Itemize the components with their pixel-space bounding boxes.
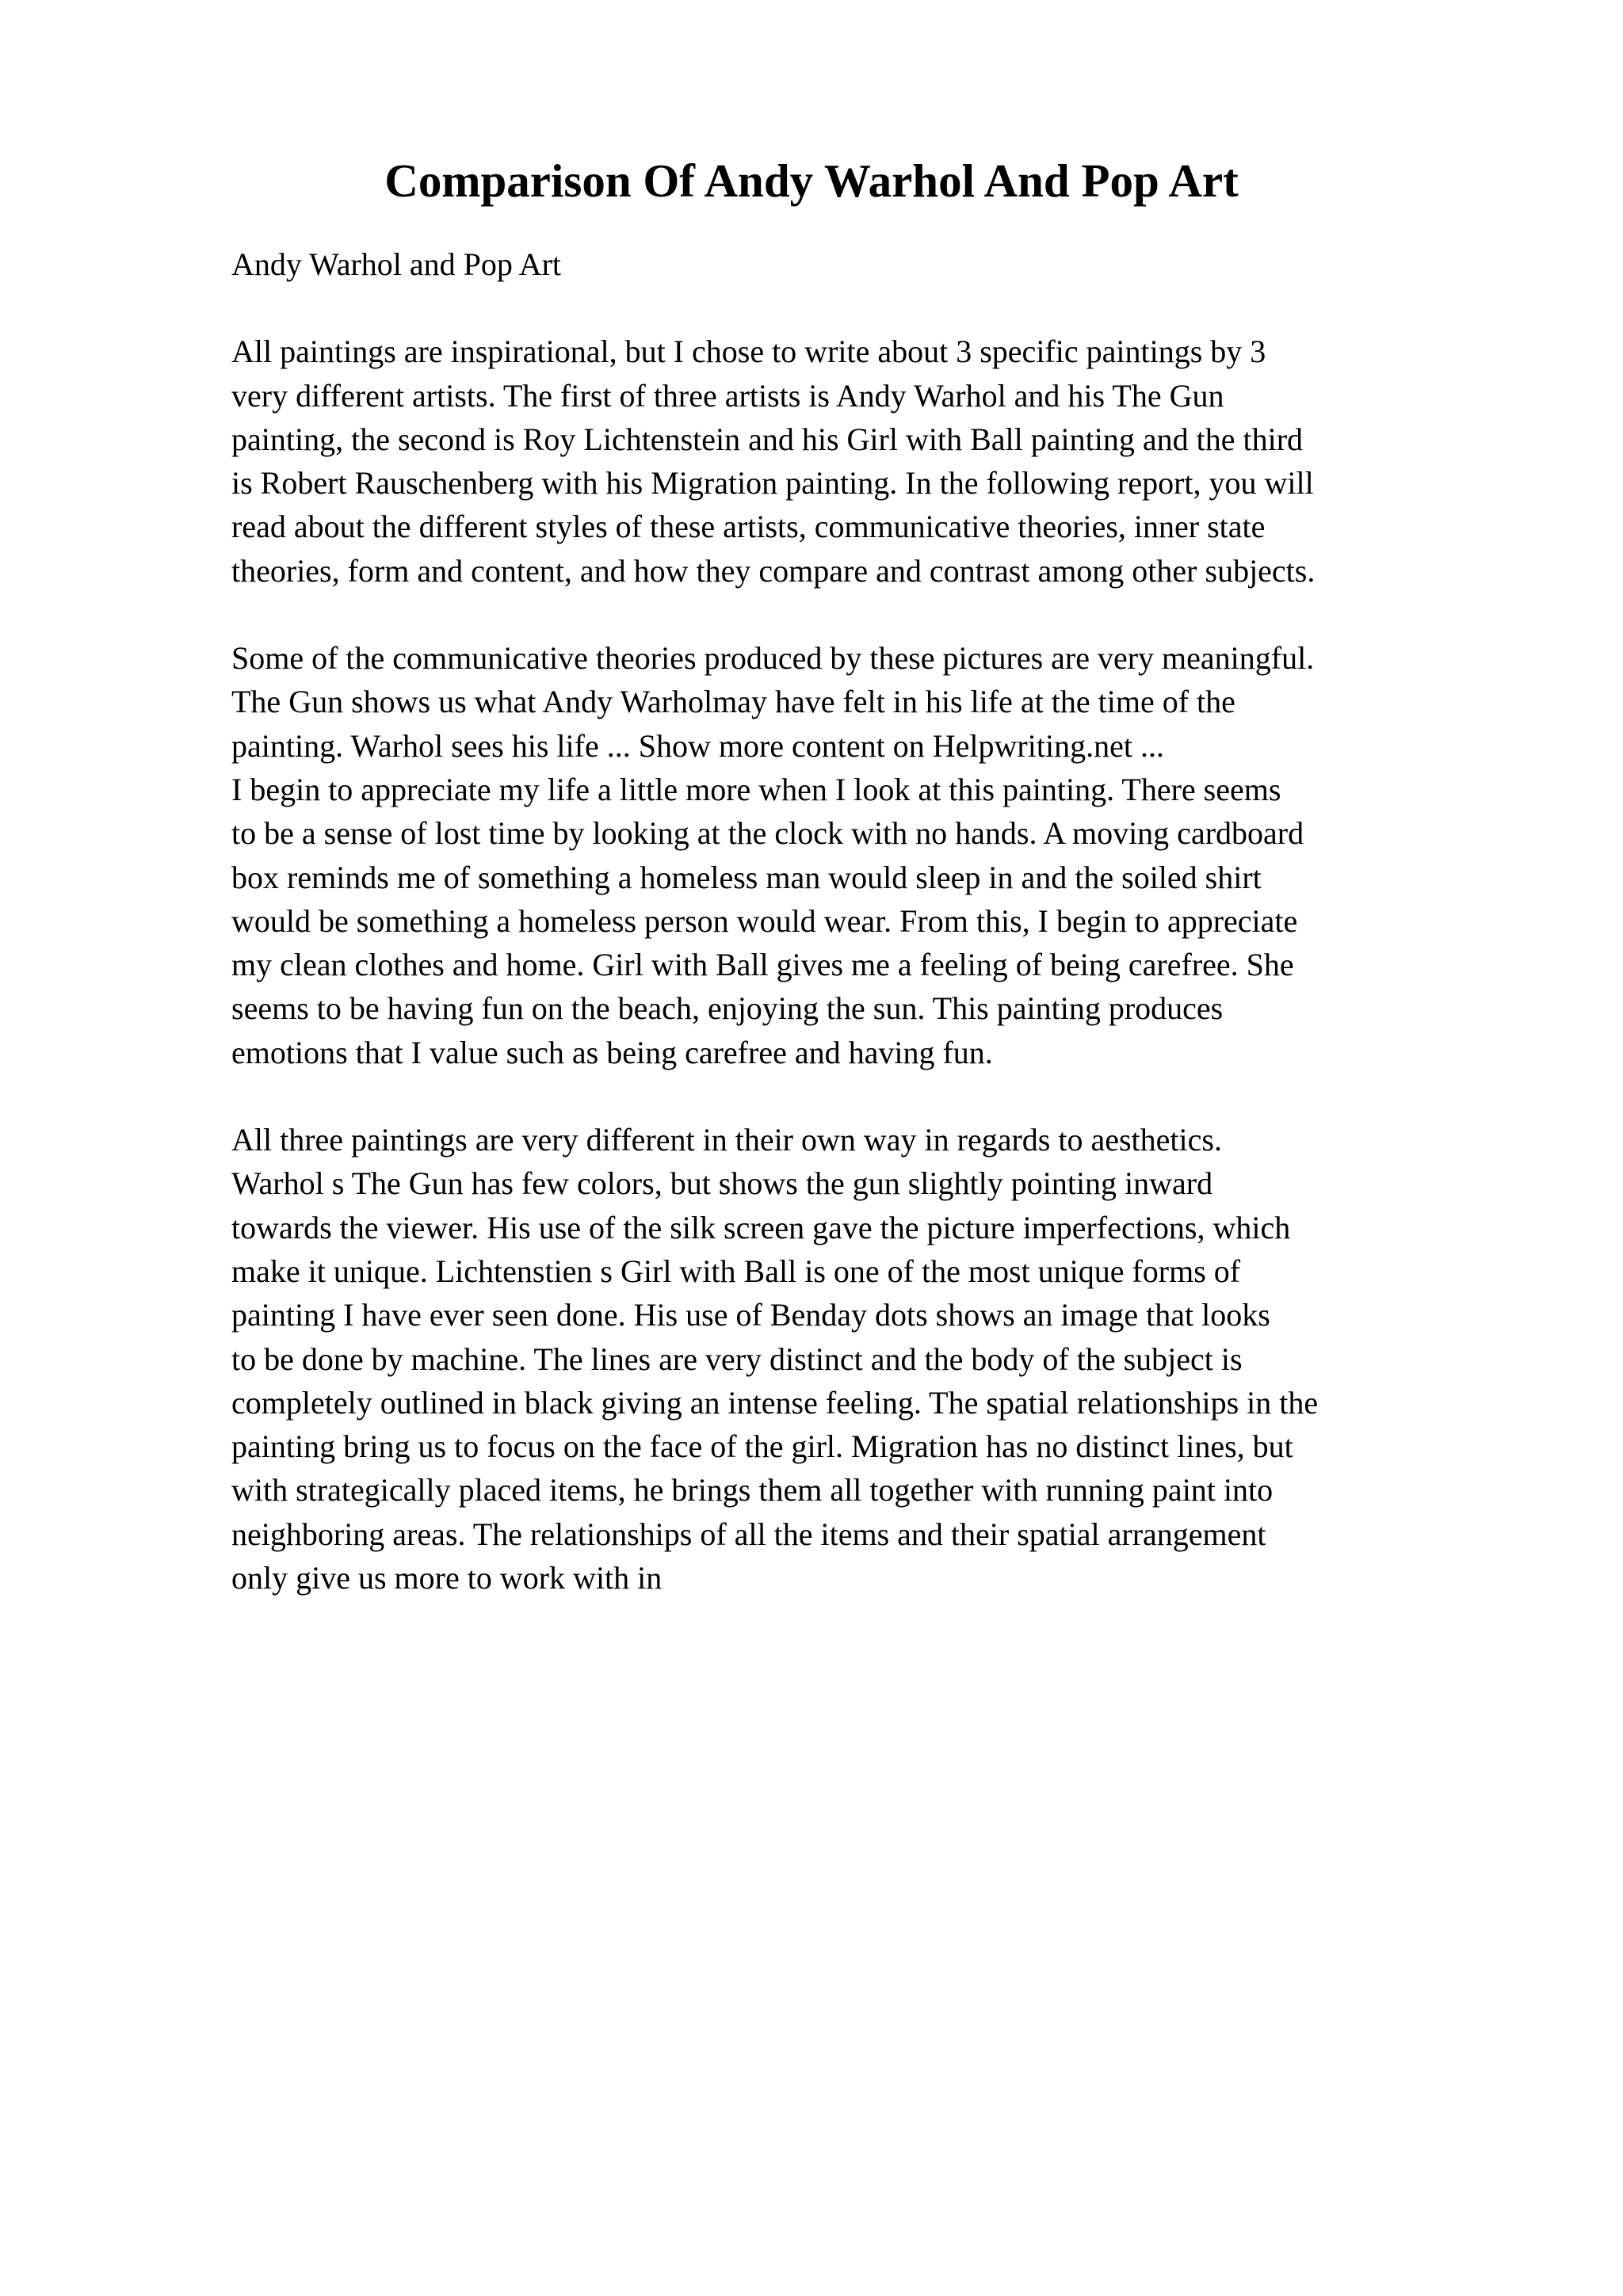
text-line: painting, the second is Roy Lichtenstein and his Girl with Ball painting and the third	[231, 421, 1304, 457]
paragraph-communicative-theories	[231, 636, 1515, 1074]
text-line: my clean clothes and home. Girl with Ball gives me a feeling of being carefree. She	[231, 947, 1294, 983]
text-line: very different artists. The first of three artists is Andy Warhol and his The Gun	[231, 377, 1224, 414]
document-subtitle: Andy Warhol and Pop Art	[231, 246, 562, 282]
text-line: Some of the communicative theories produced by these pictures are very meaningful.	[231, 640, 1315, 677]
text-line: neighboring areas. The relationships of all the items and their spatial arrangement	[231, 1516, 1266, 1552]
document-body	[231, 242, 1515, 1643]
paragraph-aesthetics	[231, 1118, 1515, 1600]
text-line: The Gun shows us what Andy Warholmay have felt in his life at the time of the	[231, 684, 1235, 720]
text-line: theories, form and content, and how they compare and contrast among other subjects.	[231, 552, 1316, 589]
text-line: to be a sense of lost time by looking at the clock with no hands. A moving cardboard	[231, 815, 1304, 852]
text-line: Warhol s The Gun has few colors, but shows the gun slightly pointing inward	[231, 1165, 1213, 1202]
text-line: box reminds me of something a homeless man would sleep in and the soiled shirt	[231, 859, 1262, 895]
text-line: completely outlined in black giving an intense feeling. The spatial relationships in the	[231, 1384, 1319, 1421]
text-line: read about the different styles of these artists, communicative theories, inner state	[231, 509, 1266, 545]
text-line: make it unique. Lichtenstien s Girl with Ball is one of the most unique forms of	[231, 1253, 1241, 1289]
text-line: All three paintings are very different in their own way in regards to aesthetics.	[231, 1122, 1222, 1158]
text-line: painting I have ever seen done. His use of Benday dots shows an image that looks	[231, 1297, 1270, 1333]
paragraph-intro	[231, 330, 1515, 593]
text-line: emotions that I value such as being carefree and having fun.	[231, 1034, 993, 1070]
text-line: All paintings are inspirational, but I chose to write about 3 specific paintings by 3	[231, 334, 1266, 370]
text-line: only give us more to work with in	[231, 1560, 663, 1596]
text-line: painting. Warhol sees his life ... Show more content on Helpwriting.net ...	[231, 727, 1164, 764]
text-line: is Robert Rauschenberg with his Migration painting. In the following report, you will	[231, 465, 1314, 502]
text-line: seems to be having fun on the beach, enjoying the sun. This painting produces	[231, 990, 1224, 1027]
text-line: painting bring us to focus on the face of the girl. Migration has no distinct lines, but	[231, 1428, 1293, 1465]
text-line: would be something a homeless person would wear. From this, I begin to appreciate	[231, 902, 1298, 939]
text-line: towards the viewer. His use of the silk screen gave the picture imperfections, which	[231, 1209, 1291, 1245]
document-title: Comparison Of Andy Warhol And Pop Art	[384, 154, 1239, 207]
text-line: to be done by machine. The lines are very distinct and the body of the subject is	[231, 1341, 1243, 1377]
text-line: with strategically placed items, he brings them all together with running paint into	[231, 1472, 1274, 1508]
text-line: I begin to appreciate my life a little more when I look at this painting. There seems	[231, 771, 1281, 807]
